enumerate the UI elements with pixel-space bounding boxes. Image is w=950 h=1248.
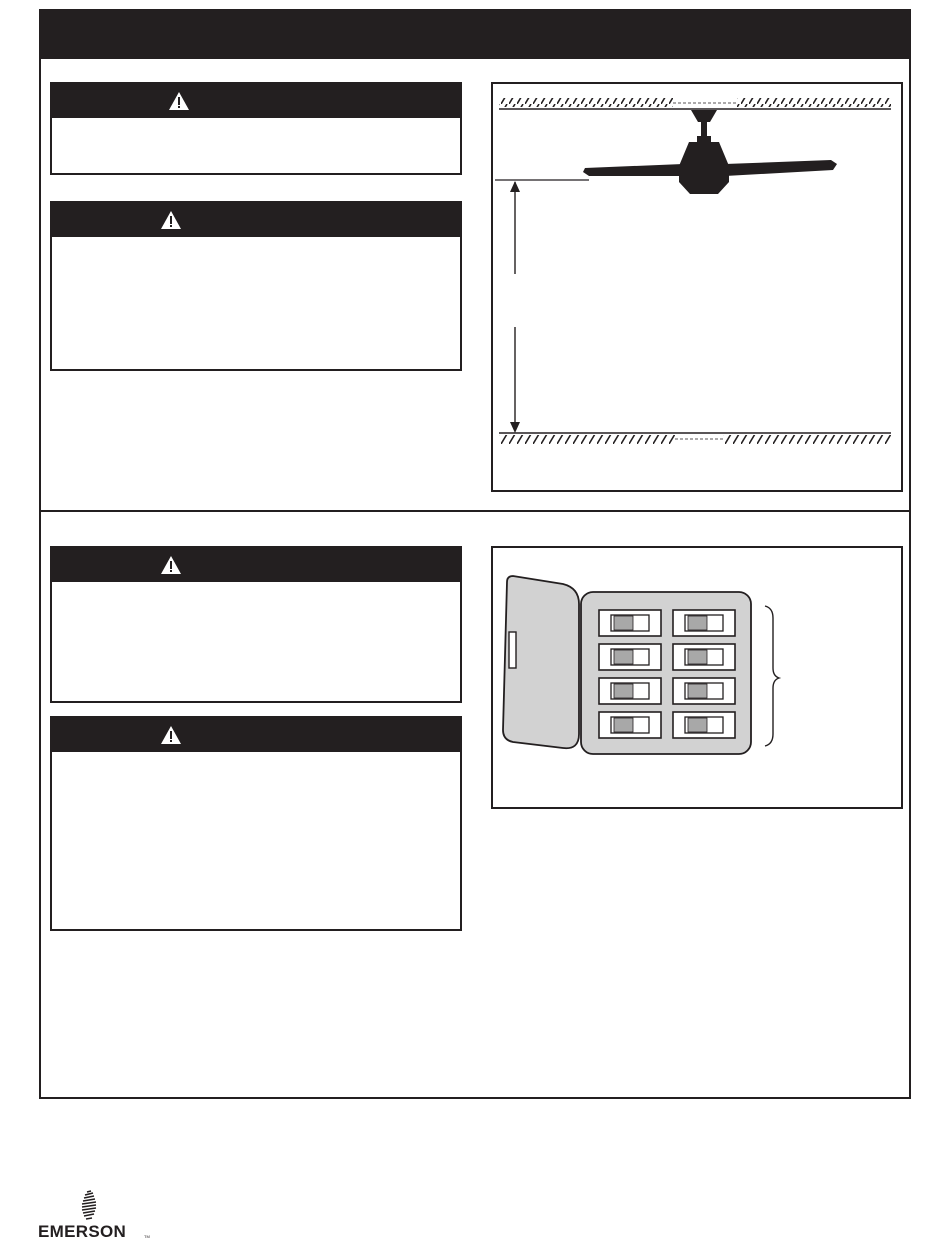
breaker-panel-figure (491, 546, 903, 809)
warning-triangle-icon (160, 210, 182, 230)
breaker-toggle (614, 616, 633, 630)
circuit-breaker-icon (673, 712, 735, 738)
breaker-toggle (688, 616, 707, 630)
ceiling-hatch (499, 98, 891, 109)
warning-header (52, 718, 460, 752)
circuit-breaker-icon (673, 678, 735, 704)
breaker-toggle (688, 718, 707, 732)
fan-height-figure (491, 82, 903, 492)
circuit-breaker-icon (673, 610, 735, 636)
warning-triangle-icon (168, 91, 190, 111)
warning-box (50, 716, 462, 931)
circuit-breaker-icon (599, 712, 661, 738)
emerson-logo (38, 1190, 150, 1240)
emerson-logo-mark-icon (78, 1190, 100, 1224)
warning-box (50, 201, 462, 371)
section-divider (41, 510, 909, 512)
circuit-breaker-icon (599, 678, 661, 704)
circuit-breaker-icon (599, 610, 661, 636)
breaker-toggle (614, 650, 633, 664)
page-frame (39, 9, 911, 1099)
bracket-icon (765, 606, 779, 746)
breaker-toggle (614, 684, 633, 698)
warning-header (52, 84, 460, 118)
ceiling-fan-icon (583, 110, 837, 194)
breaker-toggle (688, 684, 707, 698)
fan-height-diagram (493, 84, 901, 490)
breaker-panel-diagram (493, 548, 901, 807)
breaker-toggle (614, 718, 633, 732)
warning-box (50, 546, 462, 703)
height-dimension-arrow (495, 180, 589, 433)
breaker-toggle (688, 650, 707, 664)
warning-box (50, 82, 462, 175)
logo-trademark: TM (144, 1234, 150, 1239)
floor-hatch (499, 433, 891, 444)
circuit-breaker-icon (599, 644, 661, 670)
warning-header (52, 548, 460, 582)
warning-header (52, 203, 460, 237)
circuit-breaker-icon (673, 644, 735, 670)
warning-triangle-icon (160, 725, 182, 745)
logo-wordmark: EMERSON (38, 1222, 127, 1241)
header-bar (41, 11, 909, 59)
warning-triangle-icon (160, 555, 182, 575)
door-latch-icon (509, 632, 516, 668)
